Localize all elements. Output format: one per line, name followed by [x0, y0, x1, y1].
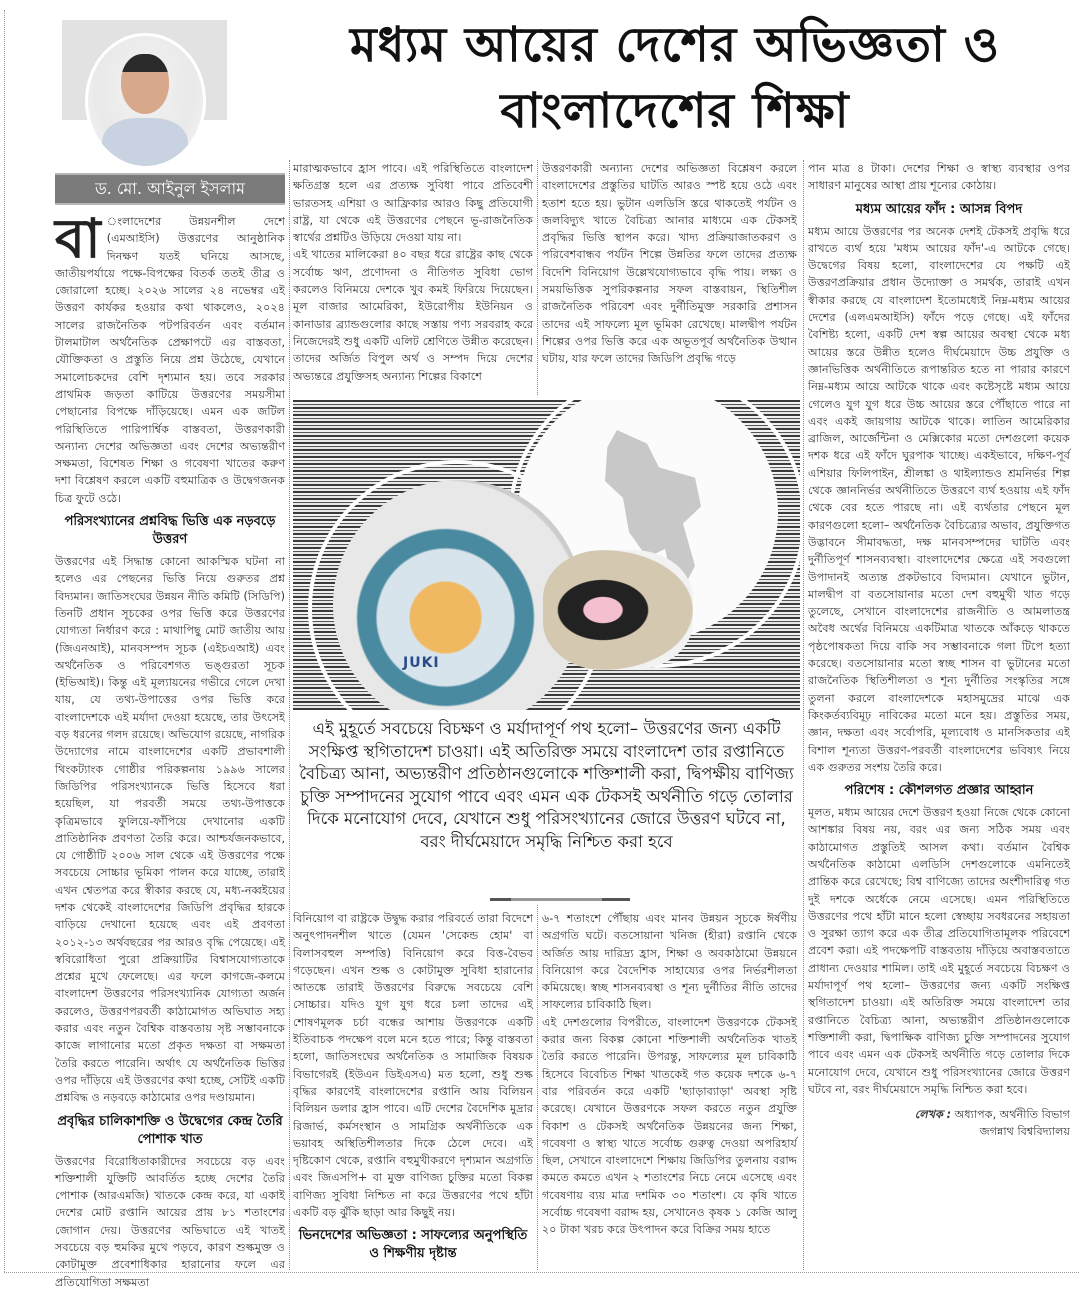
pull-quote: এই মুহূর্তে সবচেয়ে বিচক্ষণ ও মর্যাদাপূর্ণ পথ হলো– উত্তরণের জন্য একটি সংক্ষিপ্ত স্থগিতাদেশ চাওয়া। এই অতিরিক্ত সময়ে বাংলাদেশ তার রপ্তানিতে বৈচিত্র্য আনা, অভ্যন্তরীণ প্রতিষ্ঠানগুলোকে শক্তিশালী করা, দ্বিপক্ষীয় বাণিজ্য চুক্তি সম্পাদনের সুযোগ পাবে এবং এমন এক টেকসই অর্থনীতি গড়ে তোলার দিকে মনোযোগ দেবে, যেখানে শুধু পরিসংখ্যানের জোরে উত্তরণ ঘটবে না, বরং দীর্ঘমেয়াদে সমৃদ্ধি নিশ্চিত করা হবে [299, 719, 794, 851]
subhead-statistics: পরিসংখ্যানের প্রশ্নবিদ্ধ ভিত্তি এক নড়বড়ে উত্তরণ [64, 514, 276, 548]
sewing-machine-brand: JUKI [403, 655, 440, 671]
col3-para-3: এই দেশগুলোর বিপরীতে, বাংলাদেশ উত্তরণকে টেকসই করার জন্য বিকল্প কোনো শক্তিশালী অর্থনৈতিক খাতই তৈরি করতে পারেনি। উপরন্তু, সাফল্যের মূল চাবিকাঠি হিসেবে বিবেচিত শিক্ষা খাতকেই গত কয়েক দশকে ৬-৭ বার পরিবর্তন করে একটি 'ছ্যাড়াব্যাড়া' অবস্থা সৃষ্টি করেছে। যেখানে উত্তরণকে সফল করতে নতুন প্রযুক্তি বিকাশ ও টেকসই অর্থনৈতিক উন্নয়নের জন্য শিক্ষা, গবেষণা ও স্বাস্থ্য খাতে সর্বোচ্চ গুরুত্ব দেওয়া অপরিহার্য ছিল, সেখানে বাংলাদেশে শিক্ষায় জিডিপির তুলনায় বরাদ্দ কমতে কমতে এখন ২ শতাংশের নিচে নেমে এসেছে এবং গবেষণায় ব্যয় মাত্র দশমিক ৩০ শতাংশ। যে কৃষি খাতে সর্বোচ্চ গবেষণা বরাদ্দ হয়, সেখানেও কৃষক ১ কেজি আলু ২০ টাকা খরচ করে উৎপাদন করে বিক্রির সময় হাতে [542, 1015, 797, 1237]
col1-para-2: উত্তরণের এই সিদ্ধান্ত কোনো আকস্মিক ঘটনা না হলেও এর পেছনের ভিত্তি নিয়ে গুরুতর প্রশ্ন বিদ্যমান। জাতিসংঘের উন্নয়ন নীতি কমিটি (সিডিপি) তিনটি প্রধান সূচকের ওপর ভিত্তি করে উত্তরণের যোগ্যতা নির্ধারণ করে : মাথাপিছু মোট জাতীয় আয় (জিএনআই), মানবসম্পদ সূচক (এইচএআই) এবং অর্থনৈতিক ও পরিবেশগত ভঙ্গুরতা সূচক (ইভিআই)। কিন্তু এই মূল্যায়নের গভীরে গেলে দেখা যায়, যে তথ্য-উপাত্তের ওপর ভিত্তি করে বাংলাদেশকে এই মর্যাদা দেওয়া হয়েছে, তার উৎসেই বড় ধরনের গলদ রয়েছে। অভিযোগ রয়েছে, নাগরিক উদ্যোগের নামে বাংলাদেশের একটি প্রভাবশালী থিংকট্যাংক গোষ্ঠীর পরিকল্পনায় ১৯৯৬ সালের জিডিপির পরিসংখ্যানকে ভিত্তি হিসেবে ধরা হয়েছিল, যা পরবর্তী সময়ে তথ্য-উপাত্তকে কৃত্রিমভাবে ফুলিয়ে-ফাঁপিয়ে দেখানোর একটি প্রাতিষ্ঠানিক প্রবণতা তৈরি করে। আশ্চর্যজনকভাবে, যে গোষ্ঠীটি ২০০৬ সাল থেকে এই উত্তরণের পক্ষে সবচেয়ে সোচ্চার ভূমিকা পালন করে যাচ্ছে, তারাই এখন শ্বেতপত্র করে স্বীকার করছে যে, মধ্য-নব্বইয়ের দশক থেকেই বাংলাদেশের জিডিপি প্রবৃদ্ধির হারকে বাড়িয়ে দেখানো হয়েছে এবং এই প্রবণতা ২০১২-১৩ অর্থবছরের পর আরও বৃদ্ধি পেয়েছে। এই স্ববিরোধিতা পুরো প্রক্রিয়াটির বিশ্বাসযোগ্যতাকে প্রশ্নের মুখে ফেলেছে। এর ফলে কাগজে-কলমে বাংলাদেশ উত্তরণের পরিসংখ্যানিক যোগ্যতা অর্জন করলেও, উত্তরণপরবর্তী কাঠামোগত অভিঘাত সহ্য করার এবং নতুন বৈশ্বিক বাস্তবতায় সৃষ্ট সম্ভাবনাকে কাজে লাগানোর মতো প্রকৃত দক্ষতা বা সক্ষমতা তৈরি করতে পারেনি। অর্থাৎ যে অর্থনৈতিক ভিত্তির ওপর দাঁড়িয়ে এই উত্তরণের কথা হচ্ছে, সেটিই একটি প্রশ্নবিদ্ধ ও নড়বড়ে কাঠামোর ওপর দণ্ডায়মান। [55, 555, 285, 1105]
page-border-left [4, 10, 5, 1272]
col1-para-1: বা ংলাদেশের উন্নয়নশীল দেশে (এমআইসি) উত্তরণের আনুষ্ঠানিক দিনক্ষণ যতই ঘনিয়ে আসছে, জাতীয়পর্যায়ে পক্ষে-বিপক্ষের বিতর্ক ততই তীব্র ও জোরালো হচ্ছে। ২০২৬ সালের ২৪ নভেম্বর এই উত্তরণ কার্যকর হওয়ার কথা থাকলেও, ২০২৪ সালের রাজনৈতিক পটপরিবর্তন এবং বর্তমান টালমাটাল অর্থনৈতিক প্রেক্ষাপটে এর বাস্তবতা, যৌক্তিকতা ও প্রস্তুতি নিয়ে প্রশ্ন উঠেছে, যেখানে সমালোচকদের বেশি দৃশ্যমান হয়। তবে সরকার প্রাথমিক জড়তা কাটিয়ে উত্তরণের সময়সীমা পেছানোর বিপক্ষে দাঁড়িয়েছে। এমন এক জটিল পরিস্থিতিতে পারিপার্শ্বিক বাস্তবতা, উত্তরণকারী অন্যান্য দেশের অভিজ্ঞতা এবং দেশের অভ্যন্তরীণ সক্ষমতা, বিশেষত শিক্ষা ও গবেষণা খাতের করুণ দশা বিশ্লেষণ করলে একটি বহুমাত্রিক ও উদ্বেগজনক চিত্র ফুটে ওঠে। [55, 207, 285, 505]
author-face [121, 54, 169, 114]
col1-para-3: উত্তরণের বিরোধিতাকারীদের সবচেয়ে বড় এবং শক্তিশালী যুক্তিটি আবর্তিত হচ্ছে দেশের তৈরি পোশাক (আরএমজি) খাতকে কেন্দ্র করে, যা একাই দেশের মোট রপ্তানি আয়ের প্রায় ৮১ শতাংশের জোগান দেয়। উত্তরণের অভিঘাতে এই খাতই সবচেয়ে বড় হুমকির মুখে পড়বে, কারণ শুল্কমুক্ত ও কোটামুক্ত প্রবেশাধিকার হারানোর ফলে এর প্রতিযোগিতা সক্ষমতা [55, 1154, 285, 1289]
column-4 [808, 160, 1070, 1141]
computer-lab-photo-icon [543, 550, 693, 670]
column-divider [537, 160, 538, 395]
author-note [808, 1106, 1070, 1141]
illustration [293, 400, 800, 710]
author-label: লেখক : [914, 1108, 952, 1122]
subhead-foreign-experience: ভিনদেশের অভিজ্ঞতা : সাফল্যের অনুপস্থিতি ও শিক্ষণীয় দৃষ্টান্ত [298, 1228, 528, 1262]
author-title: অধ্যাপক, অর্থনীতি বিভাগ [954, 1108, 1070, 1122]
column-divider [537, 905, 538, 1270]
col2-para-1: মারাত্মকভাবে হ্রাস পাবে। এই পরিস্থিতিতে বাংলাদেশ ক্ষতিগ্রস্ত হলে এর প্রত্যক্ষ সুবিধা পাবে প্রতিবেশী ভারতসহ এশিয়া ও আফ্রিকার আরও কিছু প্রতিযোগী রাষ্ট্র, যা থেকে এই উত্তরণের পেছনে ভূ-রাজনৈতিক স্বার্থের প্রশ্নটিও উড়িয়ে দেওয়া যায় না। [293, 162, 533, 245]
col3-para-2: ৬-৭ শতাংশে পৌঁছায় এবং মানব উন্নয়ন সূচকে ঈর্ষণীয় অগ্রগতি ঘটে। বতসোয়ানা খনিজ (হীরা) রপ্তানি থেকে অর্জিত আয় দারিদ্র্য হ্রাস, শিক্ষা ও অবকাঠামো উন্নয়নে বিনিয়োগ করে বৈদেশিক সাহায্যের ওপর নির্ভরশীলতা কমিয়েছে। স্বচ্ছ শাসনব্যবস্থা ও শূন্য দুর্নীতির নীতি তাদের সাফল্যের চাবিকাঠি ছিল। [542, 912, 797, 1012]
col2-para-2: এই খাতের মালিকেরা ৪০ বছর ধরে রাষ্ট্রের কাছ থেকে সর্বোচ্চ ঋণ, প্রণোদনা ও নীতিগত সুবিধা ভোগ করলেও বিনিময়ে দেশকে খুব কমই ফিরিয়ে দিয়েছেন। মূল বাজার আমেরিকা, ইউরোপীয় ইউনিয়ন ও কানাডার ব্র্যান্ডগুলোর কাছে সস্তায় পণ্য সরবরাহ করে নিজেদেরই শুধু একটি এলিট শ্রেণিতে উন্নীত করেছেন। তাদের অর্জিত বিপুল অর্থ ও সম্পদ দিয়ে দেশের অভ্যন্তরে প্রযুক্তিসহ অন্যান্য শিল্পের বিকাশে [293, 248, 533, 383]
subhead-rmg: প্রবৃদ্ধির চালিকাশক্তি ও উদ্বেগের কেন্দ্র তৈরি পোশাক খাত [57, 1113, 283, 1147]
author-affiliation: জগন্নাথ বিশ্ববিদ্যালয় [979, 1125, 1070, 1139]
pull-quote-rule [490, 898, 630, 901]
author-portrait-icon [85, 33, 206, 169]
headline-line-2: বাংলাদেশের শিক্ষা [500, 83, 850, 139]
subhead-conclusion: পরিশেষ : কৌশলগত প্রজ্ঞার আহ্বান [844, 783, 1034, 799]
column-divider [803, 160, 804, 1270]
byline: ড. মো. আইনুল ইসলাম [55, 173, 285, 205]
headline [280, 12, 1070, 144]
subhead-middle-income-trap: মধ্যম আয়ের ফাঁদ : আসন্ন বিপদ [855, 201, 1023, 217]
column-3-bottom [542, 910, 797, 1239]
drop-cap: বা [55, 207, 101, 270]
col4-para-3: মূলত, মধ্যম আয়ের দেশে উত্তরণ হওয়া নিজে থেকে কোনো আশঙ্কার বিষয় নয়, বরং এর জন্য সঠিক সময় এবং কাঠামোগত প্রস্তুতিই আসল কথা। বর্তমান বৈশ্বিক অর্থনৈতিক কাঠামো এলডিসি দেশগুলোকে এমনিতেই প্রান্তিক করে রেখেছে; বিশ্ব বাণিজ্যে তাদের অংশীদারিত্ব গত দুই দশকে অর্ধেকে নেমে এসেছে। এমন পরিস্থিতিতে উত্তরণের পথে হাঁটা মানে হলো স্বেচ্ছায় সবধরনের সহায়তা ও সুরক্ষা ত্যাগ করে এক তীব্র প্রতিযোগিতামূলক পরিবেশে প্রবেশ করা। এই পদক্ষেপটি বাস্তবতায় দাঁড়িয়ে অবাস্তবতাতে প্রাধান্য দেওয়ার শামিল। তাই এই মুহূর্তে সবচেয়ে বিচক্ষণ ও মর্যাদাপূর্ণ পথ হলো– উত্তরণের জন্য একটি সংক্ষিপ্ত স্থগিতাদেশ চাওয়া। এই অতিরিক্ত সময়ে বাংলাদেশ তার রপ্তানিতে বৈচিত্র্য আনা, অভ্যন্তরীণ প্রতিষ্ঠানগুলোকে শক্তিশালী করা, দ্বিপাক্ষিক বাণিজ্য চুক্তি সম্পাদনের সুযোগ পাবে এবং এমন এক টেকসই অর্থনীতি গড়ে তোলার দিকে মনোযোগ দেবে, যেখানে শুধু পরিসংখ্যানের জোরে উত্তরণ ঘটবে না, বরং দীর্ঘমেয়াদে সমৃদ্ধি নিশ্চিত করা হবে। [808, 806, 1070, 1096]
author-shirt [102, 118, 188, 169]
headline-line-1: মধ্যম আয়ের দেশের অভিজ্ঞতা ও [350, 17, 1000, 73]
col2-para-3: বিনিয়োগ বা রাষ্ট্রকে উদ্বুদ্ধ করার পরিবর্তে তারা বিদেশে অনুৎপাদনশীল খাতে (যেমন 'সেকেন্ড হোম' বা বিলাসবহুল সম্পত্তি) বিনিয়োগ করে বিত্ত-বৈভব গড়েছেন। এখন শুল্ক ও কোটামুক্ত সুবিধা হারানোর আতঙ্কে তারাই উত্তরণের বিরুদ্ধে সবচেয়ে বেশি সোচ্চার। যদিও যুগ যুগ ধরে চলা তাদের এই শোষণমূলক চর্চা বন্ধের আশায় উত্তরণকে একটি ইতিবাচক পদক্ষেপ বলে মনে হতে পারে; কিন্তু বাস্তবতা হলো, জাতিসংঘের অর্থনৈতিক ও সামাজিক বিষয়ক বিভাগেরই (ইউএন ডিইএসএ) মত হলো, শুধু শুল্ক বৃদ্ধির কারণেই বাংলাদেশের রপ্তানি আয় বিলিয়ন বিলিয়ন ডলার হ্রাস পাবে। এটি দেশের বৈদেশিক মুদ্রার রিজার্ভ, কর্মসংস্থান ও সামগ্রিক অর্থনীতিকে এক ভয়াবহ অস্থিতিশীলতার দিকে ঠেলে দেবে। এই দৃষ্টিকোণ থেকে, রপ্তানি বহুমুখীকরণে দৃশ্যমান অগ্রগতি এবং জিএসপি+ বা মুক্ত বাণিজ্য চুক্তির মতো বিকল্প বাণিজ্য সুবিধা নিশ্চিত না করে উত্তরণের পথে হাঁটা একটি বড় ঝুঁকি ছাড়া আর কিছুই নয়। [293, 912, 533, 1220]
col3-para-1: উত্তরণকারী অন্যান্য দেশের অভিজ্ঞতা বিশ্লেষণ করলে বাংলাদেশের প্রস্তুতির ঘাটতি আরও স্পষ্ট হয়ে ওঠে এবং হতাশ হতে হয়। ভুটান এলডিসি স্তরে থাকতেই পর্যটন ও জলবিদ্যুৎ খাতে বৈচিত্র্য আনার মাধ্যমে এক টেকসই প্রবৃদ্ধির ভিত্তি স্থাপন করে। খাদ্য প্রক্রিয়াজাতকরণ ও পরিবেশবান্ধব পর্যটন শিল্পে উন্নতির ফলে তাদের প্রত্যক্ষ বিদেশি বিনিয়োগ উল্লেখযোগ্যভাবে বৃদ্ধি পায়। লক্ষ্য ও সময়ভিত্তিক সুপরিকল্পনার সফল বাস্তবায়ন, স্থিতিশীল রাজনৈতিক পরিবেশ এবং দুর্নীতিমুক্ত সরকারি প্রশাসন তাদের এই সাফল্যে মূল ভূমিকা রেখেছে। মালদ্বীপ পর্যটন শিল্পের ওপর ভিত্তি করে এক অভূতপূর্ব অর্থনৈতিক উত্থান ঘটায়, যার ফলে তাদের জিডিপি প্রবৃদ্ধি গড়ে [542, 162, 797, 366]
col4-para-2: মধ্যম আয়ে উত্তরণের পর অনেক দেশই টেকসই প্রবৃদ্ধি ধরে রাখতে ব্যর্থ হয়ে 'মধ্যম আয়ের ফাঁদ'-এ আটকে গেছে। উদ্বেগের বিষয় হলো, বাংলাদেশের যে পক্ষটি এই উত্তরণপ্রক্রিয়ার প্রধান উদ্যোক্তা ও সমর্থক, তারাই এখন স্বীকার করছে যে বাংলাদেশ ইতোমধ্যেই নিম্ন-মধ্যম আয়ের দেশের (এলএমআইসি) ফাঁদে পড়ে গেছে। এই ফাঁদের বৈশিষ্ট্য হলো, একটি দেশ স্বল্প আয়ের অবস্থা থেকে মধ্য আয়ের স্তরে উন্নীত হলেও দীর্ঘমেয়াদে উচ্চ প্রযুক্তি ও জ্ঞানভিত্তিক অর্থনীতিতে রূপান্তরিত হতে না পারার কারণে নিম্ন-মধ্যম আয়ে আটকে থাকে এবং কষ্টেসৃষ্টে মধ্যম আয়ে গেলেও যুগ যুগ ধরে উচ্চ আয়ের স্তরে পৌঁছাতে পারে না এবং একই জায়গায় আটকে থাকে। লাতিন আমেরিকার ব্রাজিল, আর্জেন্টিনা ও মেক্সিকোর মতো দেশগুলো কয়েক দশক ধরে এই ফাঁদে ঘুরপাক খাচ্ছে। একইভাবে, দক্ষিণ-পূর্ব এশিয়ার ফিলিপাইন, শ্রীলঙ্কা ও থাইল্যান্ডও শ্রমনির্ভর শিল্প থেকে জ্ঞাননির্ভর অর্থনীতিতে উত্তরণে ব্যর্থ হওয়ায় এই ফাঁদ থেকে বের হতে পারছে না। এই ব্যর্থতার পেছনে মূল কারণগুলো হলো– অর্থনৈতিক বৈচিত্র্যের অভাব, প্রযুক্তিগত উদ্ভাবনে সীমাবদ্ধতা, দক্ষ মানবসম্পদের ঘাটতি এবং দুর্নীতিপূর্ণ শাসনব্যবস্থা। বাংলাদেশের ক্ষেত্রে এই সবগুলো উপাদানই অত্যন্ত প্রকটভাবে বিদ্যমান। যেখানে ভুটান, মালদ্বীপ বা বতসোয়ানার মতো দেশ বহুমুখী খাত গড়ে তুলেছে, সেখানে বাংলাদেশের রাজনীতি ও আমলাতন্ত্র অবৈধ অর্থের বিনিময়ে একটিমাত্র খাতকে আঁকড়ে থাকতে পৃষ্ঠপোষকতা দিয়ে বাকি সব সম্ভাবনাকে গলা টিপে হত্যা করেছে। বতসোয়ানার মতো স্বচ্ছ শাসন বা ভুটানের মতো রাজনৈতিক স্থিতিশীলতা ও শূন্য দুর্নীতির সংস্কৃতির সঙ্গে তুলনা করলে বাংলাদেশকে মহাসমুদ্রের মাঝে এক কিংকর্তব্যবিমূঢ় নাবিকের মতো মনে হয়। প্রস্তুতির সময়, জ্ঞান, দক্ষতা এবং সর্বোপরি, মূল্যবোধ ও মানসিকতার এই বিশাল শূন্যতা উত্তরণ-পরবর্তী বাংলাদেশের ভবিষ্যৎ নিয়ে এক গুরুতর সংশয় তৈরি করে। [808, 224, 1070, 774]
column-divider [289, 160, 290, 1270]
column-2-top [293, 160, 533, 385]
column-3-top [542, 160, 797, 368]
column-2-bottom [293, 910, 533, 1267]
col4-para-1: পান মাত্র ৪ টাকা। দেশের শিক্ষা ও স্বাস্থ্য ব্যবস্থার ওপর সাধারণ মানুষের আস্থা প্রায় শূন্যের কোঠায়। [808, 162, 1070, 193]
column-1 [55, 207, 285, 1291]
